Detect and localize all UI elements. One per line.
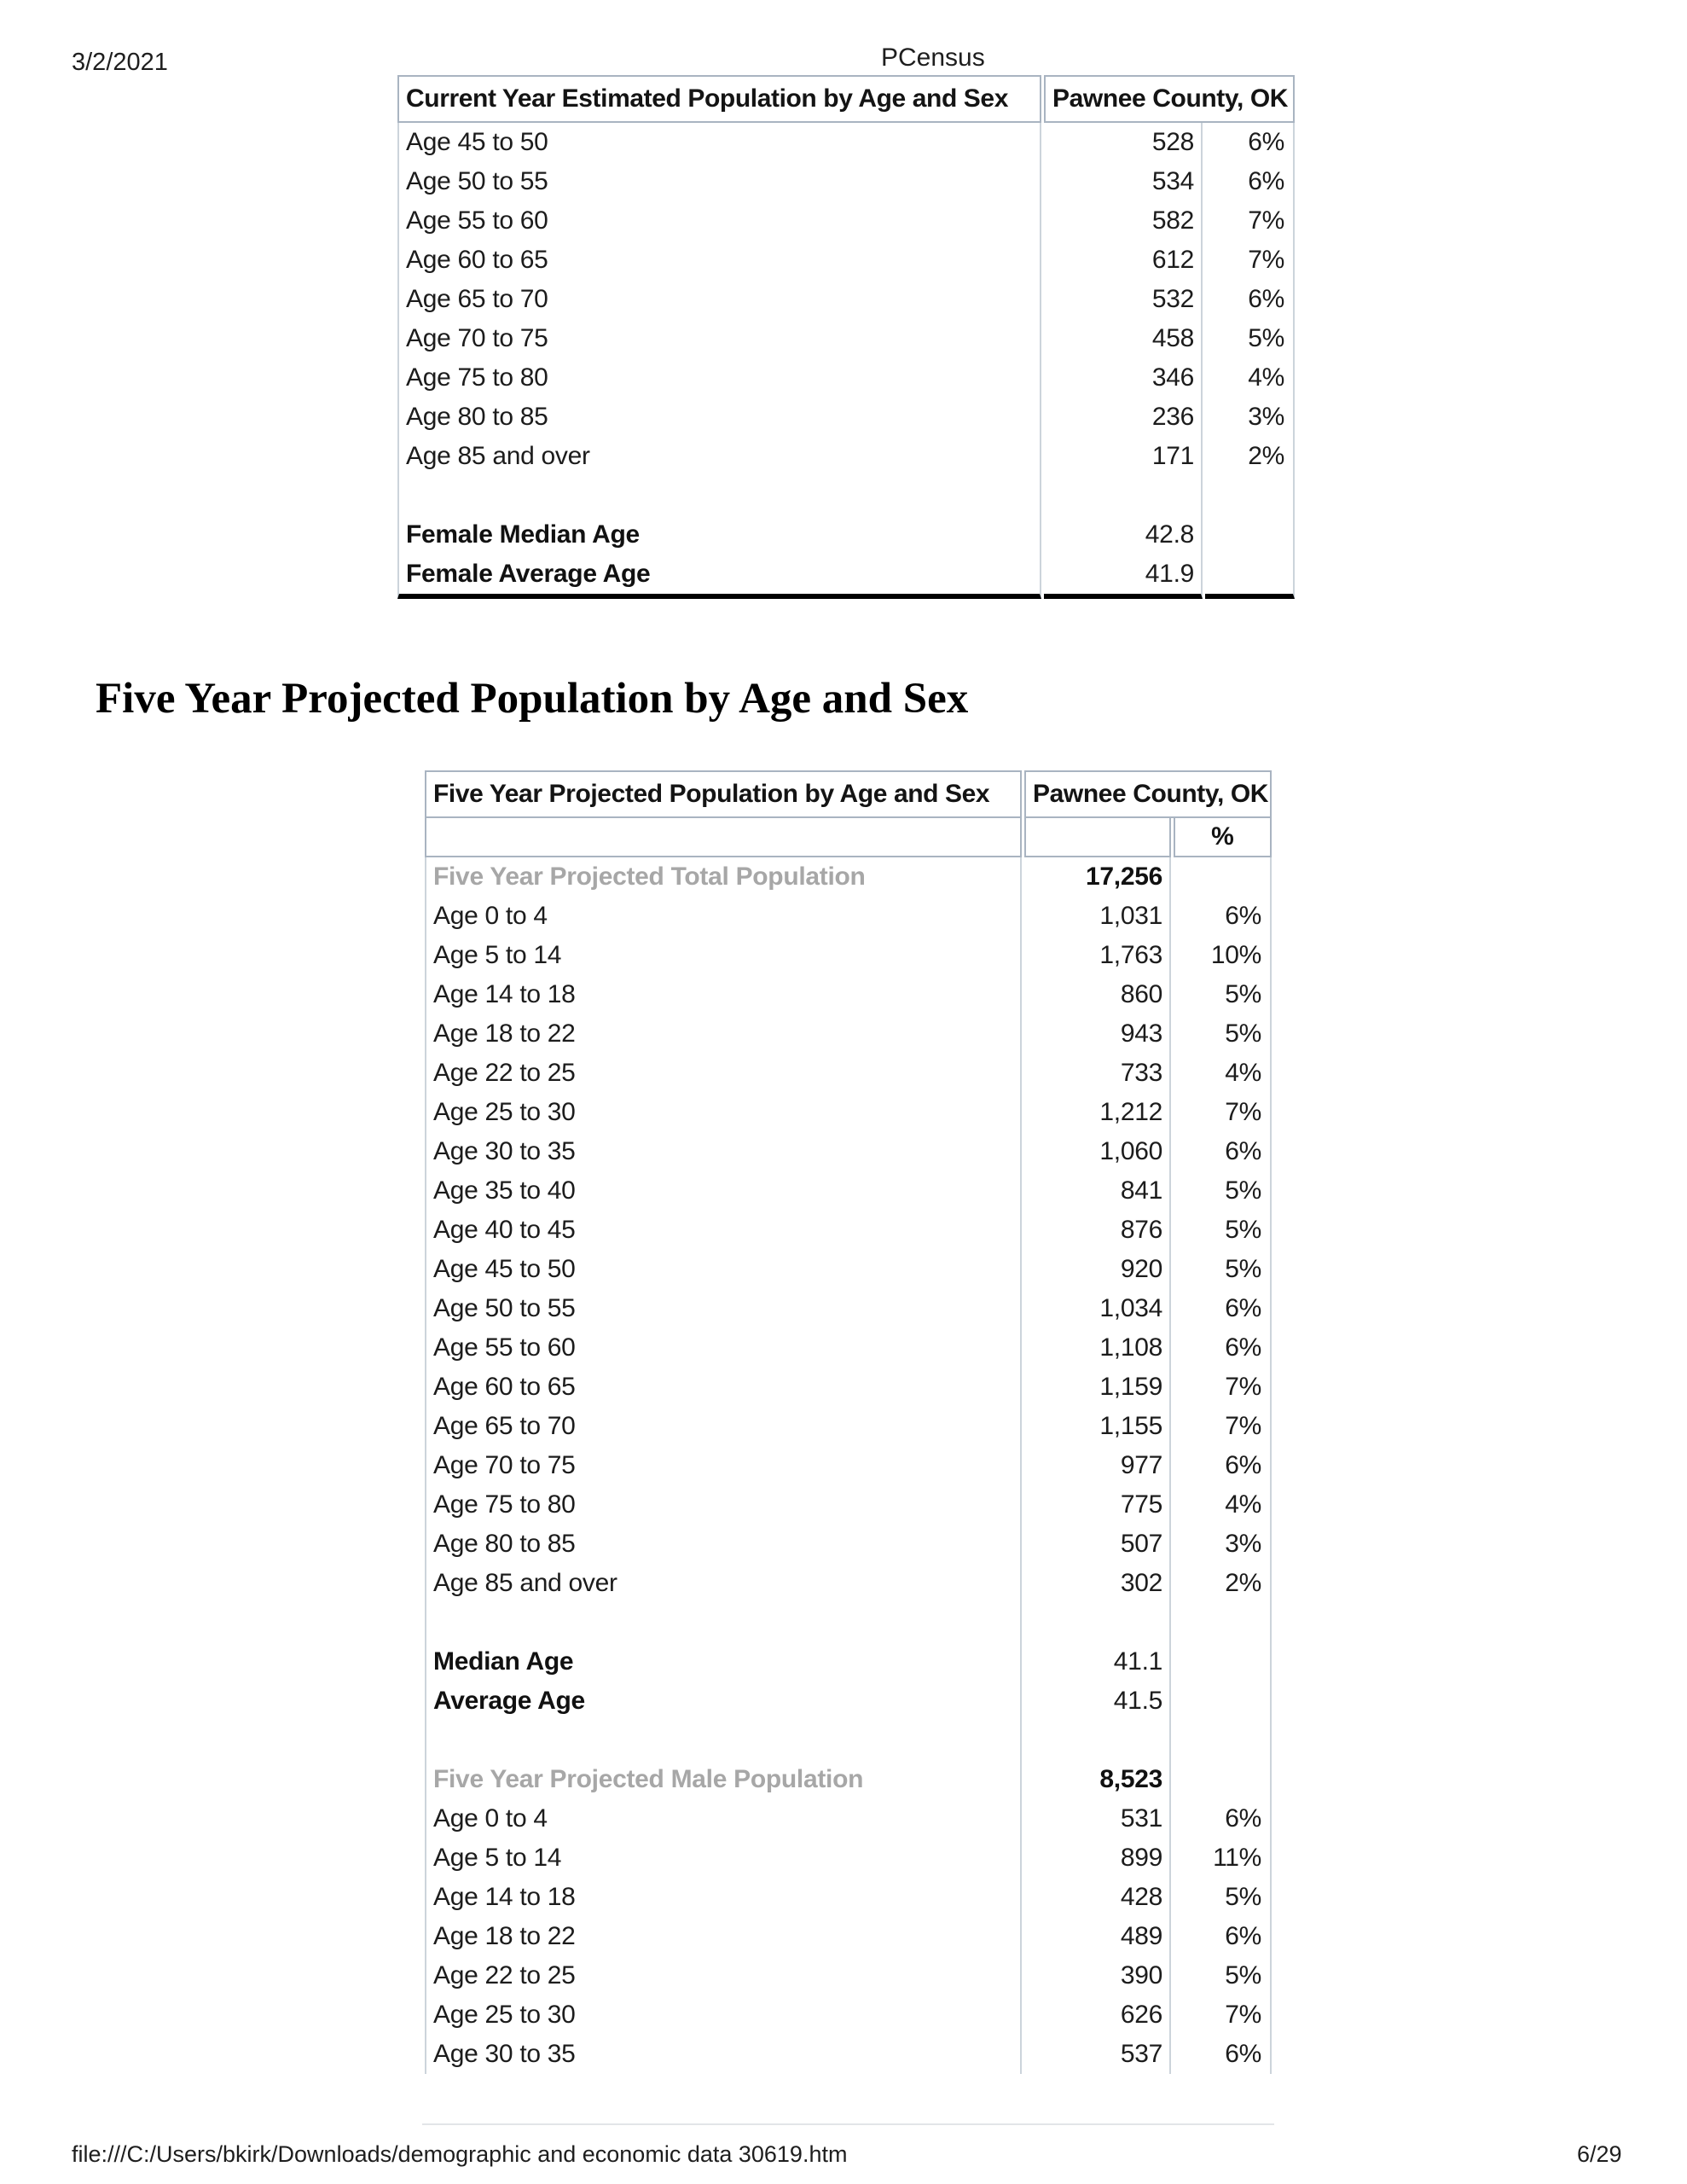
table1-region: Pawnee County, OK: [1044, 75, 1295, 123]
table-row: [397, 515, 1295, 555]
table2-body: [425, 857, 1272, 2074]
table-row: [425, 1211, 1272, 1250]
row-value-cell: 537: [1024, 2035, 1171, 2074]
row-pct-cell: 6%: [1174, 1132, 1272, 1171]
table-row: [425, 1525, 1272, 1564]
row-pct-cell: 5%: [1174, 1014, 1272, 1054]
row-label-cell: Female Average Age: [397, 555, 1041, 599]
row-pct-cell: 7%: [1205, 241, 1295, 280]
row-pct-cell: 5%: [1174, 1211, 1272, 1250]
row-label-cell: Age 40 to 45: [425, 1211, 1022, 1250]
row-label-cell: Age 85 and over: [425, 1564, 1022, 1603]
row-value-cell: 528: [1044, 123, 1203, 162]
row-pct-cell: 4%: [1205, 358, 1295, 398]
row-pct-cell: 6%: [1205, 123, 1295, 162]
table-header-row: [397, 75, 1295, 123]
row-pct-cell: 6%: [1174, 1328, 1272, 1368]
row-pct-cell: [1205, 476, 1295, 515]
row-value-cell: 920: [1024, 1250, 1171, 1289]
row-label-cell: Age 22 to 25: [425, 1956, 1022, 1995]
row-value-cell: 733: [1024, 1054, 1171, 1093]
table-row: [397, 201, 1295, 241]
row-value-cell: 41.5: [1024, 1682, 1171, 1721]
row-pct-cell: 6%: [1174, 1799, 1272, 1838]
row-label-cell: Age 65 to 70: [397, 280, 1041, 319]
row-value-cell: 1,159: [1024, 1368, 1171, 1407]
row-value-cell: 582: [1044, 201, 1203, 241]
table-row: [425, 1485, 1272, 1525]
row-pct-cell: 4%: [1174, 1485, 1272, 1525]
row-pct-cell: 6%: [1205, 162, 1295, 201]
table-row: [397, 162, 1295, 201]
row-label-cell: Age 50 to 55: [425, 1289, 1022, 1328]
row-label-cell: Age 75 to 80: [425, 1485, 1022, 1525]
row-value-cell: 876: [1024, 1211, 1171, 1250]
table-row: [425, 1446, 1272, 1485]
row-pct-cell: 2%: [1205, 437, 1295, 476]
table-row: [397, 398, 1295, 437]
row-value-cell: 1,108: [1024, 1328, 1171, 1368]
table-row: [425, 1760, 1272, 1799]
row-value-cell: 612: [1044, 241, 1203, 280]
table-row: [425, 1917, 1272, 1956]
row-value-cell: 17,256: [1024, 857, 1171, 897]
row-pct-cell: 7%: [1174, 1407, 1272, 1446]
table-row: [425, 897, 1272, 936]
row-pct-cell: 6%: [1174, 1917, 1272, 1956]
table1-body: [397, 123, 1295, 599]
row-label-cell: Age 60 to 65: [425, 1368, 1022, 1407]
table-row: [425, 1603, 1272, 1642]
row-label-cell: Average Age: [425, 1682, 1022, 1721]
row-label-cell: Age 30 to 35: [425, 2035, 1022, 2074]
row-pct-cell: [1205, 515, 1295, 555]
row-value-cell: 41.1: [1024, 1642, 1171, 1682]
table-row: [425, 1171, 1272, 1211]
row-label-cell: Age 5 to 14: [425, 1838, 1022, 1878]
row-pct-cell: 7%: [1174, 1995, 1272, 2035]
table2-region: Pawnee County, OK: [1024, 770, 1272, 818]
table-row: [425, 857, 1272, 897]
table-row: [425, 1093, 1272, 1132]
row-label-cell: Female Median Age: [397, 515, 1041, 555]
row-value-cell: 977: [1024, 1446, 1171, 1485]
row-value-cell: 489: [1024, 1917, 1171, 1956]
table-row: [425, 1250, 1272, 1289]
app-title: PCensus: [881, 44, 985, 72]
row-label-cell: Age 5 to 14: [425, 936, 1022, 975]
row-pct-cell: 5%: [1174, 1250, 1272, 1289]
row-value-cell: 171: [1044, 437, 1203, 476]
row-value-cell: 346: [1044, 358, 1203, 398]
row-pct-cell: [1174, 1642, 1272, 1682]
row-value-cell: 531: [1024, 1799, 1171, 1838]
row-label-cell: Age 55 to 60: [425, 1328, 1022, 1368]
row-value-cell: 841: [1024, 1171, 1171, 1211]
footer-rule: [422, 2123, 1274, 2125]
row-pct-cell: 6%: [1174, 2035, 1272, 2074]
row-pct-cell: 6%: [1174, 1446, 1272, 1485]
table-row: [425, 1407, 1272, 1446]
row-pct-cell: 7%: [1205, 201, 1295, 241]
row-pct-cell: 5%: [1174, 1878, 1272, 1917]
current-year-population-table: [395, 75, 1297, 599]
table-row: [425, 1132, 1272, 1171]
row-label-cell: Age 0 to 4: [425, 897, 1022, 936]
row-pct-cell: 11%: [1174, 1838, 1272, 1878]
row-value-cell: 1,034: [1024, 1289, 1171, 1328]
row-label-cell: Age 65 to 70: [425, 1407, 1022, 1446]
row-label-cell: Median Age: [425, 1642, 1022, 1682]
row-value-cell: 1,212: [1024, 1093, 1171, 1132]
row-value-cell: [1044, 476, 1203, 515]
row-label-cell: [425, 1721, 1022, 1760]
row-label-cell: Age 45 to 50: [397, 123, 1041, 162]
row-label-cell: Age 70 to 75: [397, 319, 1041, 358]
row-label-cell: Age 25 to 30: [425, 1093, 1022, 1132]
footer-page-number: 6/29: [1577, 2141, 1622, 2167]
row-pct-cell: 3%: [1174, 1525, 1272, 1564]
row-pct-cell: 7%: [1174, 1368, 1272, 1407]
row-value-cell: 899: [1024, 1838, 1171, 1878]
row-pct-cell: [1174, 1760, 1272, 1799]
table-row: [425, 1995, 1272, 2035]
row-value-cell: 302: [1024, 1564, 1171, 1603]
row-label-cell: Age 18 to 22: [425, 1014, 1022, 1054]
empty-subheader-cell: [425, 818, 1022, 857]
table-row: [425, 1682, 1272, 1721]
row-value-cell: 1,031: [1024, 897, 1171, 936]
row-pct-cell: 5%: [1174, 975, 1272, 1014]
table-row: [425, 1721, 1272, 1760]
row-pct-cell: 6%: [1205, 280, 1295, 319]
row-label-cell: Age 25 to 30: [425, 1995, 1022, 2035]
table-row: [425, 1368, 1272, 1407]
print-date: 3/2/2021: [72, 49, 168, 76]
row-value-cell: [1024, 1603, 1171, 1642]
row-value-cell: 775: [1024, 1485, 1171, 1525]
row-value-cell: 41.9: [1044, 555, 1203, 599]
table-row: [397, 476, 1295, 515]
table-row: [425, 1054, 1272, 1093]
table-row: [425, 1642, 1272, 1682]
row-value-cell: 532: [1044, 280, 1203, 319]
row-value-cell: 507: [1024, 1525, 1171, 1564]
row-pct-cell: 10%: [1174, 936, 1272, 975]
table-subheader-row: [425, 818, 1272, 857]
row-value-cell: 236: [1044, 398, 1203, 437]
row-label-cell: Age 22 to 25: [425, 1054, 1022, 1093]
section-heading: Five Year Projected Population by Age and Sex: [96, 675, 969, 723]
table-row: [397, 319, 1295, 358]
row-pct-cell: 2%: [1174, 1564, 1272, 1603]
row-label-cell: Age 45 to 50: [425, 1250, 1022, 1289]
row-pct-cell: 3%: [1205, 398, 1295, 437]
table-row: [425, 1328, 1272, 1368]
row-pct-cell: [1205, 555, 1295, 599]
row-value-cell: 943: [1024, 1014, 1171, 1054]
row-label-cell: Age 35 to 40: [425, 1171, 1022, 1211]
row-value-cell: 860: [1024, 975, 1171, 1014]
table-row: [425, 975, 1272, 1014]
row-label-cell: Age 55 to 60: [397, 201, 1041, 241]
row-value-cell: 390: [1024, 1956, 1171, 1995]
table-row: [397, 241, 1295, 280]
row-label-cell: Age 75 to 80: [397, 358, 1041, 398]
row-pct-cell: 6%: [1174, 1289, 1272, 1328]
row-pct-cell: 5%: [1205, 319, 1295, 358]
row-value-cell: 1,155: [1024, 1407, 1171, 1446]
row-label-cell: [397, 476, 1041, 515]
row-label-cell: Age 80 to 85: [397, 398, 1041, 437]
row-label-cell: Five Year Projected Male Population: [425, 1760, 1022, 1799]
row-label-cell: Age 60 to 65: [397, 241, 1041, 280]
row-pct-cell: 6%: [1174, 897, 1272, 936]
table1-title: Current Year Estimated Population by Age and Sex: [397, 75, 1041, 123]
footer-file-path: file:///C:/Users/bkirk/Downloads/demographic and economic data 30619.htm: [72, 2141, 848, 2167]
table-row: [425, 2035, 1272, 2074]
table-row: [425, 1956, 1272, 1995]
row-label-cell: Age 0 to 4: [425, 1799, 1022, 1838]
row-value-cell: 42.8: [1044, 515, 1203, 555]
empty-subheader-cell: [1024, 818, 1171, 857]
row-value-cell: [1024, 1721, 1171, 1760]
row-label-cell: Age 70 to 75: [425, 1446, 1022, 1485]
row-label-cell: Age 30 to 35: [425, 1132, 1022, 1171]
row-label-cell: Age 80 to 85: [425, 1525, 1022, 1564]
table-row: [425, 1878, 1272, 1917]
table-row: [397, 123, 1295, 162]
row-pct-cell: 4%: [1174, 1054, 1272, 1093]
table-row: [397, 555, 1295, 599]
row-pct-cell: 5%: [1174, 1171, 1272, 1211]
row-pct-cell: [1174, 1721, 1272, 1760]
row-pct-cell: [1174, 1682, 1272, 1721]
table-row: [425, 1289, 1272, 1328]
row-pct-cell: [1174, 857, 1272, 897]
row-label-cell: Age 14 to 18: [425, 1878, 1022, 1917]
table2-title: Five Year Projected Population by Age and Sex: [425, 770, 1022, 818]
row-value-cell: 8,523: [1024, 1760, 1171, 1799]
table-row: [425, 1564, 1272, 1603]
row-label-cell: Age 18 to 22: [425, 1917, 1022, 1956]
row-pct-cell: [1174, 1603, 1272, 1642]
row-pct-cell: 7%: [1174, 1093, 1272, 1132]
row-value-cell: 458: [1044, 319, 1203, 358]
row-pct-cell: 5%: [1174, 1956, 1272, 1995]
row-label-cell: Age 85 and over: [397, 437, 1041, 476]
table-row: [397, 280, 1295, 319]
percent-header-cell: %: [1174, 818, 1272, 857]
table-row: [425, 1014, 1272, 1054]
row-label-cell: [425, 1603, 1022, 1642]
table-row: [425, 936, 1272, 975]
table-row: [425, 1799, 1272, 1838]
row-label-cell: Age 50 to 55: [397, 162, 1041, 201]
row-value-cell: 1,060: [1024, 1132, 1171, 1171]
row-value-cell: 428: [1024, 1878, 1171, 1917]
five-year-projected-table: [422, 770, 1274, 2074]
table-row: [397, 358, 1295, 398]
table-row: [425, 1838, 1272, 1878]
row-label-cell: Age 14 to 18: [425, 975, 1022, 1014]
row-label-cell: Five Year Projected Total Population: [425, 857, 1022, 897]
row-value-cell: 1,763: [1024, 936, 1171, 975]
table-header-row: [425, 770, 1272, 818]
table-row: [397, 437, 1295, 476]
row-value-cell: 626: [1024, 1995, 1171, 2035]
row-value-cell: 534: [1044, 162, 1203, 201]
